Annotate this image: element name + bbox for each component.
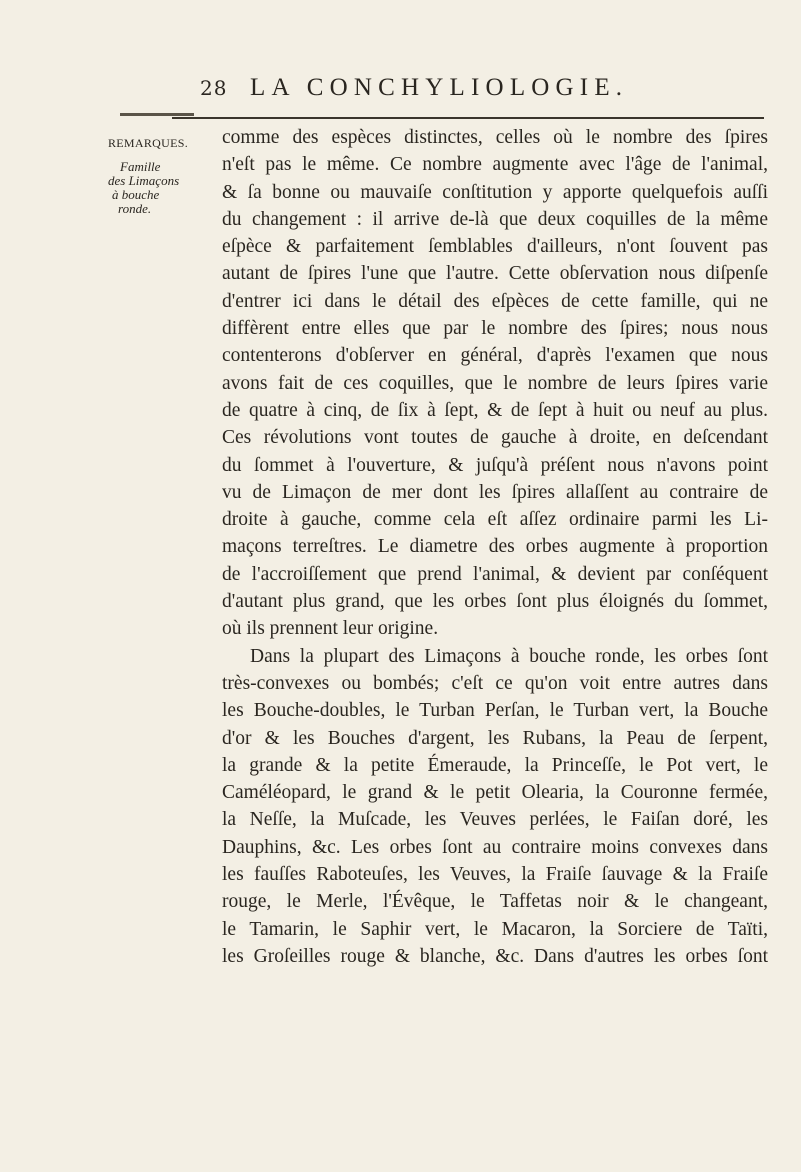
header-rule <box>172 117 764 119</box>
margin-note-line: Famille <box>120 159 161 174</box>
margin-note-line: à bouche <box>112 187 160 202</box>
page-header <box>200 76 760 106</box>
text-line: autant de ſpires l'une que l'autre. Cette obſervation nous diſpenſe <box>222 263 768 285</box>
margin-note-line: des Limaçons <box>108 173 180 188</box>
text-line: d'or & les Bouches d'argent, les Rubans, la Peau de ſerpent, <box>222 727 768 749</box>
text-line: où ils prennent leur origine. <box>222 618 439 640</box>
text-line: d'autant plus grand, que les orbes ſont plus éloignés du ſommet, <box>222 591 768 613</box>
text-line: rouge, le Merle, l'Évêque, le Taffetas noir & le changeant, <box>222 891 768 913</box>
text-line: la Neſſe, la Muſcade, les Veuves perlées, le Faiſan doré, les <box>222 809 768 831</box>
text-line: les Groſeilles rouge & blanche, &c. Dans d'autres les orbes ſont <box>222 945 768 967</box>
page-number: 28 <box>200 76 228 100</box>
text-line: Dauphins, &c. Les orbes ſont au contraire moins convexes dans <box>222 836 768 858</box>
text-line: très-convexes ou bombés; c'eſt ce qu'on voit entre autres dans <box>222 672 768 694</box>
text-line: du changement : il arrive de-là que deux coquilles de la même <box>222 208 768 230</box>
margin-remarks-heading: REMARQUES. <box>108 136 189 150</box>
text-line: diffèrent entre elles que par le nombre des ſpires; nous nous <box>222 318 768 340</box>
text-line: du ſommet à l'ouverture, & juſqu'à préſent nous n'avons point <box>222 454 768 476</box>
text-line: contenterons d'obſerver en général, d'après l'examen que nous <box>222 345 768 367</box>
margin-notes <box>108 136 212 216</box>
text-line: vu de Limaçon de mer dont les ſpires allaſſent au contraire de <box>222 481 768 503</box>
header-ornament-rule <box>120 113 194 116</box>
text-line: Caméléopard, le grand & le petit Olearia, la Couronne fermée, <box>222 782 768 804</box>
text-line: le Tamarin, le Saphir vert, le Macaron, la Sorciere de Taïti, <box>222 918 768 940</box>
text-line: de l'accroiſſement que prend l'animal, & devient par conſéquent <box>222 563 768 585</box>
text-line: comme des espèces distinctes, celles où le nombre des ſpires <box>222 127 768 148</box>
text-line: les fauſſes Raboteuſes, les Veuves, la Fraiſe ſauvage & la Fraiſe <box>222 864 768 886</box>
text-line: Ces révolutions vont toutes de gauche à droite, en deſcendant <box>222 427 768 449</box>
text-line: maçons terreſtres. Le diametre des orbes augmente à proportion <box>222 536 768 558</box>
text-line: droite à gauche, comme cela eſt aſſez ordinaire parmi les Li- <box>222 509 768 531</box>
text-line: avons fait de ces coquilles, que le nombre de leurs ſpires varie <box>222 372 768 394</box>
text-line: eſpèce & parfaitement ſemblables d'ailleurs, n'ont ſouvent pas <box>222 236 768 258</box>
running-title: LA CONCHYLIOLOGIE. <box>250 74 629 101</box>
text-line: de quatre à cinq, de ſix à ſept, & de ſept à huit ou neuf au plus. <box>222 399 768 421</box>
text-line: la grande & la petite Émeraude, la Princeſſe, le Pot vert, le <box>222 754 768 776</box>
body-text <box>222 124 768 970</box>
text-line: les Bouche-doubles, le Turban Perſan, le Turban vert, la Bouche <box>222 700 768 722</box>
text-line: d'entrer ici dans le détail des eſpèces de cette famille, qui ne <box>222 290 768 312</box>
margin-note-line: ronde. <box>118 201 152 216</box>
text-line: Dans la plupart des Limaçons à bouche ronde, les orbes ſont <box>250 645 768 667</box>
text-line: & ſa bonne ou mauvaiſe conſtitution y apporte quelquefois auſſi <box>222 181 768 203</box>
text-line: n'eſt pas le même. Ce nombre augmente avec l'âge de l'animal, <box>222 154 768 176</box>
